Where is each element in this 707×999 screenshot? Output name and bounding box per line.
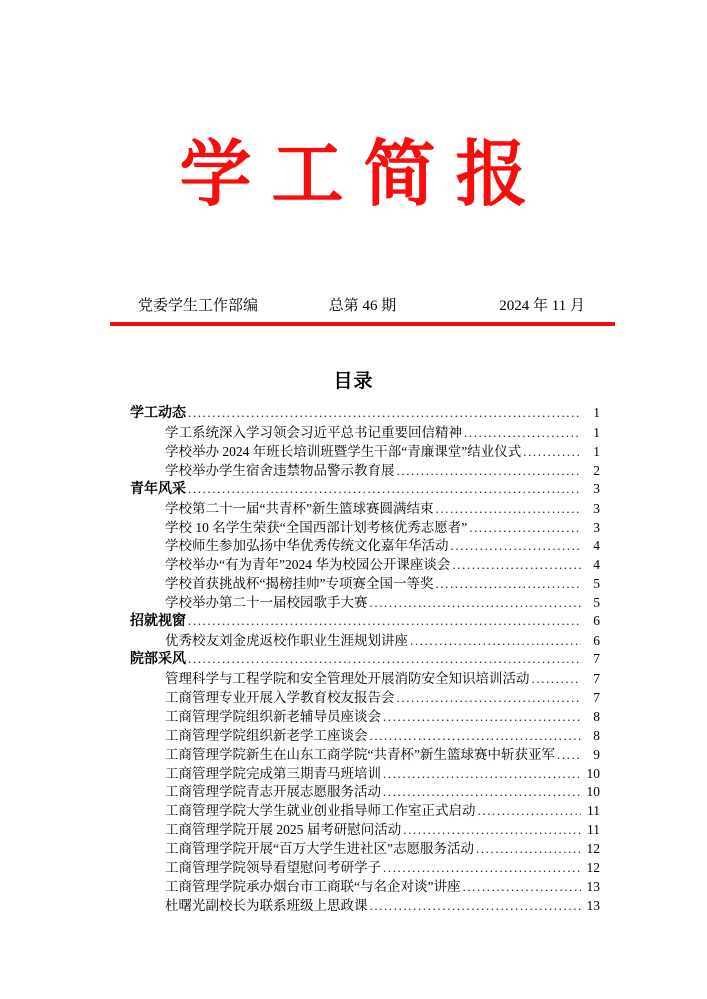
- toc-entry[interactable]: [130, 705, 600, 724]
- toc-page-number: 9: [593, 746, 600, 762]
- toc-page-number: 5: [593, 595, 600, 611]
- masthead-date: 2024 年 11 月: [499, 298, 585, 314]
- toc-entry[interactable]: [130, 591, 600, 610]
- toc-page-number: 8: [593, 708, 600, 724]
- dot-leader: [403, 822, 581, 838]
- toc-page-number: 7: [593, 650, 600, 666]
- toc-entry-title[interactable]: 工商管理学院承办烟台市工商联“与名企对谈”讲座: [165, 879, 461, 895]
- toc-list: [130, 402, 600, 913]
- toc-entry-title[interactable]: 学校举办 2024 年班长培训班暨学生干部“青廉课堂”结业仪式: [165, 443, 522, 459]
- toc-entry-title[interactable]: 优秀校友刘金虎返校作职业生涯规划讲座: [165, 633, 408, 649]
- toc-page-number: 6: [593, 613, 600, 629]
- toc-entry-title[interactable]: 学工动态: [130, 404, 186, 420]
- toc-page-number: 3: [593, 519, 600, 535]
- toc-entry[interactable]: [130, 667, 600, 686]
- toc-entry-title[interactable]: 工商管理学院领导看望慰问考研学子: [165, 860, 381, 876]
- dot-leader: [435, 501, 581, 517]
- toc-entry[interactable]: [130, 799, 600, 818]
- toc-page-number: 12: [586, 860, 600, 876]
- dot-leader: [370, 728, 582, 744]
- toc-entry-title[interactable]: 学校举办“有为青年”2024 华为校园公开课座谈会: [165, 557, 451, 573]
- toc-entry[interactable]: [130, 648, 600, 667]
- toc-page-number: 2: [593, 462, 600, 478]
- toc-page-number: 10: [586, 784, 600, 800]
- dot-leader: [383, 784, 581, 800]
- toc-entry-title[interactable]: 工商管理学院大学生就业创业指导师工作室正式启动: [165, 803, 476, 819]
- toc-page-number: 3: [593, 500, 600, 516]
- red-divider-rule: [110, 322, 615, 326]
- toc-entry-title[interactable]: 工商管理学院完成第三期青马班培训: [165, 765, 381, 781]
- toc-page-number: 10: [586, 765, 600, 781]
- dot-leader: [462, 879, 581, 895]
- toc-entry-title[interactable]: 管理科学与工程学院和安全管理处开展消防安全知识培训活动: [165, 670, 530, 686]
- toc-entry[interactable]: [130, 421, 600, 440]
- toc-page-number: 13: [586, 897, 600, 913]
- dot-leader: [451, 538, 582, 554]
- dot-leader: [383, 709, 581, 725]
- dot-leader: [370, 595, 582, 611]
- toc-entry[interactable]: [130, 516, 600, 535]
- toc-entry[interactable]: [130, 762, 600, 781]
- toc-entry-title[interactable]: 工商管理学院青志开展志愿服务活动: [165, 784, 381, 800]
- dot-leader: [188, 405, 581, 421]
- toc-entry-title[interactable]: 工商管理学院组织新老辅导员座谈会: [165, 708, 381, 724]
- dot-leader: [523, 444, 581, 460]
- toc-entry[interactable]: [130, 402, 600, 421]
- dot-leader: [410, 633, 581, 649]
- toc-entry-title[interactable]: 学校举办第二十一届校园歌手大赛: [165, 595, 368, 611]
- toc-heading: 目录: [333, 371, 374, 392]
- toc-page-number: 7: [593, 689, 600, 705]
- toc-entry-title[interactable]: 学校首获挑战杯“揭榜挂帅”专项赛全国一等奖: [165, 576, 434, 592]
- toc-page-number: 1: [593, 405, 600, 420]
- toc-entry-title[interactable]: 工商管理学院组织新老学工座谈会: [165, 727, 368, 743]
- dot-leader: [478, 803, 582, 819]
- toc-page-number: 11: [587, 822, 600, 838]
- dot-leader: [476, 841, 581, 857]
- toc-page-number: 4: [593, 557, 600, 573]
- toc-entry-title[interactable]: 学工系统深入学习领会习近平总书记重要回信精神: [165, 424, 462, 440]
- toc-entry[interactable]: [130, 818, 600, 837]
- dot-leader: [464, 425, 581, 441]
- dot-leader: [435, 576, 581, 592]
- dot-leader: [383, 860, 581, 876]
- toc-entry[interactable]: [130, 686, 600, 705]
- dot-leader: [397, 463, 582, 479]
- toc-page-number: 7: [593, 670, 600, 686]
- toc-entry[interactable]: [130, 743, 600, 762]
- dot-leader: [188, 651, 581, 667]
- toc-entry-title[interactable]: 学校师生参加弘扬中华优秀传统文化嘉年华活动: [165, 538, 449, 554]
- toc-entry[interactable]: [130, 497, 600, 516]
- toc-entry-title[interactable]: 杜曙光副校长为联系班级上思政课: [165, 897, 368, 913]
- toc-page-number: 12: [586, 841, 600, 857]
- toc-entry[interactable]: [130, 478, 600, 497]
- masthead-info-row: [110, 295, 615, 317]
- dot-leader: [188, 613, 581, 629]
- masthead-editor: 党委学生工作部编: [138, 298, 259, 314]
- toc-page-number: 4: [593, 538, 600, 554]
- toc-entry[interactable]: [130, 610, 600, 629]
- toc-entry[interactable]: [130, 534, 600, 553]
- toc-entry[interactable]: [130, 875, 600, 894]
- toc-entry-title[interactable]: 院部采风: [130, 649, 186, 666]
- toc-entry[interactable]: [130, 724, 600, 743]
- toc-page-number: 3: [593, 480, 600, 496]
- toc-entry-title[interactable]: 工商管理学院新生在山东工商学院“共青杯”新生篮球赛中斩获亚军: [165, 746, 555, 762]
- toc-entry[interactable]: [130, 572, 600, 591]
- dot-leader: [370, 898, 582, 914]
- toc-entry[interactable]: [130, 459, 600, 478]
- toc-entry[interactable]: [130, 629, 600, 648]
- toc-entry-title[interactable]: 学校第二十一届“共青杯”新生篮球赛圆满结束: [165, 500, 434, 516]
- masthead-issue-number: 总第 46 期: [328, 298, 397, 314]
- dot-leader: [469, 520, 581, 536]
- toc-entry[interactable]: [130, 780, 600, 799]
- toc-entry[interactable]: [130, 894, 600, 913]
- dot-leader: [532, 671, 582, 687]
- toc-entry-title[interactable]: 学校举办学生宿舍违禁物品警示教育展: [165, 462, 395, 478]
- toc-entry[interactable]: [130, 856, 600, 875]
- toc-entry-title[interactable]: 工商管理学院开展 2025 届考研慰问活动: [165, 822, 402, 838]
- dot-leader: [397, 690, 582, 706]
- toc-page-number: 8: [593, 727, 600, 743]
- toc-entry-title[interactable]: 招就视窗: [130, 612, 186, 629]
- toc-entry-title[interactable]: 工商管理学院开展“百万大学生进社区”志愿服务活动: [165, 841, 474, 857]
- toc-entry-title[interactable]: 学校 10 名学生荣获“全国西部计划考核优秀志愿者”: [165, 519, 468, 535]
- dot-leader: [188, 481, 581, 497]
- toc-page-number: 1: [593, 424, 600, 440]
- toc-page-number: 6: [593, 633, 600, 649]
- bulletin-title: 学工简报: [179, 135, 548, 215]
- toc-page-number: 13: [586, 879, 600, 895]
- toc-page-number: 1: [593, 443, 600, 459]
- toc-page-number: 11: [587, 803, 600, 819]
- toc-entry[interactable]: [130, 837, 600, 856]
- toc-entry-title[interactable]: 工商管理专业开展入学教育校友报告会: [165, 689, 395, 705]
- dot-leader: [383, 766, 581, 782]
- toc-entry[interactable]: [130, 440, 600, 459]
- toc-entry[interactable]: [130, 553, 600, 572]
- toc-page-number: 5: [593, 576, 600, 592]
- dot-leader: [557, 747, 581, 763]
- toc-entry-title[interactable]: 青年风采: [130, 479, 186, 496]
- dot-leader: [452, 557, 581, 573]
